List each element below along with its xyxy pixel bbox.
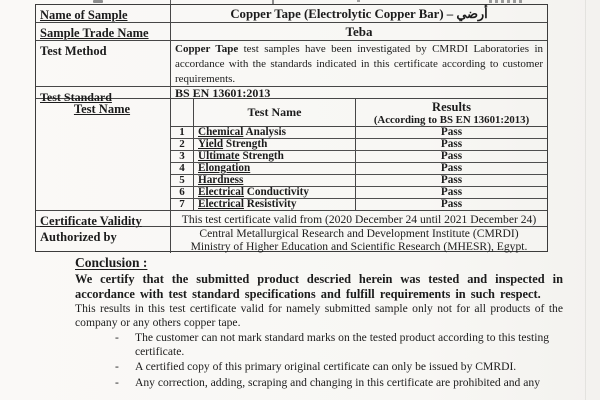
tests-results-column-header (356, 99, 547, 126)
conclusion-section (75, 254, 563, 391)
test-name: Electrical Conductivity (194, 187, 356, 198)
test-standard-value: BS EN 13601:2013 (175, 86, 271, 100)
test-name: Chemical Analysis (194, 127, 356, 138)
tests-table (171, 99, 547, 210)
test-result: Pass (440, 126, 463, 138)
cropped-text-fragment (357, 0, 360, 2)
test-name-first-word: Yield (198, 138, 224, 150)
test-result: Pass (440, 174, 463, 186)
row-test-standard (36, 86, 547, 104)
tests-table-body (171, 127, 547, 210)
test-name-first-word: Elongation (198, 162, 251, 174)
bullet-item (113, 376, 563, 390)
certificate-validity-label: Certificate Validity (40, 214, 142, 228)
cropped-text-fragment (489, 0, 523, 3)
bullet-dash: - (115, 360, 119, 374)
test-standard-label: Test Standard (40, 90, 112, 104)
row-sample-trade-name (36, 23, 547, 41)
test-result: Pass (440, 198, 463, 210)
test-name (194, 175, 356, 186)
conclusion-bullet-list (113, 331, 563, 389)
bullet-dash: - (115, 331, 119, 345)
test-result: Pass (440, 186, 463, 198)
authorized-by-line2: Ministry of Higher Education and Scientific Research (MHESR), Egypt. (190, 239, 528, 253)
test-name-first-word: Chemical (198, 126, 244, 138)
sample-trade-name-label: Sample Trade Name (40, 26, 149, 40)
bullet-text: Any correction, adding, scraping and changing in this certificate are prohibited and any (135, 375, 540, 389)
row-test-name-section (36, 99, 547, 211)
authorized-by-line1: Central Metallurgical Research and Development Institute (CMRDI) (199, 227, 519, 240)
test-result: Pass (440, 150, 463, 162)
bullet-text: The customer can not mark standard marks on the tested product according to this testing certificate. (135, 331, 550, 358)
test-name-first-word: Hardness (198, 174, 244, 186)
test-result: Pass (440, 162, 463, 174)
test-number: 3 (171, 151, 194, 162)
test-number: 4 (171, 163, 194, 174)
certificate-table (35, 4, 548, 252)
test-name: Electrical Resistivity (194, 199, 356, 210)
test-row (171, 199, 547, 210)
test-name-section-label: Test Name (73, 102, 131, 116)
conclusion-heading: Conclusion : (75, 255, 148, 270)
test-number: 6 (171, 187, 194, 198)
authorized-by-label: Authorized by (40, 230, 117, 244)
cropped-text-fragment (93, 0, 103, 3)
test-name: Ultimate Strength (194, 151, 356, 162)
row-authorized-by (36, 227, 547, 253)
tests-number-column-header (171, 99, 194, 126)
test-method-label: Test Method (40, 44, 107, 58)
test-method-rest: test samples have been investigated by CMRDI Laboratories in accordance with the standards indicated in this certificate according to customer requirements. (175, 43, 543, 85)
test-method-value (171, 41, 547, 86)
conclusion-note: This results in this test certificate valid for namely submitted sample only not for all products of the company or any others copper tape. (75, 302, 563, 329)
bullet-item (113, 331, 563, 358)
name-of-sample-value: Copper Tape (Electrolytic Copper Bar) – أرضي (230, 7, 488, 21)
row-test-method (36, 41, 547, 87)
test-number: 1 (171, 127, 194, 138)
tests-name-column-header: Test Name (194, 99, 356, 126)
sample-trade-name-value: Teba (345, 24, 373, 39)
test-name-first-word: Electrical (198, 186, 244, 198)
test-name (194, 163, 356, 174)
results-header-line2: (According to BS EN 13601:2013) (373, 114, 530, 126)
bullet-text: A certified copy of this primary original certificate can only be issued by CMRDI. (135, 360, 517, 374)
scan-edge-line (585, 0, 586, 400)
conclusion-statement: We certify that the submitted product descried herein was tested and inspected in accordance with test standard specifications and fulfill requirements in such respect. (75, 272, 563, 302)
test-result: Pass (440, 138, 463, 150)
test-name: Yield Strength (194, 139, 356, 150)
certificate-validity-value: This test certificate valid from (2020 December 24 until 2021 December 24) (181, 213, 537, 226)
bullet-dash: - (115, 375, 119, 389)
authorized-by-value (171, 227, 547, 253)
row-certificate-validity (36, 211, 547, 227)
test-name-first-word: Ultimate (198, 150, 240, 162)
tests-table-header (171, 99, 547, 127)
results-header-line1: Results (432, 100, 471, 114)
name-of-sample-label: Name of Sample (40, 8, 128, 22)
test-method-lead: Copper Tape (175, 43, 239, 55)
test-name-first-word: Electrical (198, 198, 244, 210)
row-name-of-sample (36, 5, 547, 23)
test-number: 2 (171, 139, 194, 150)
test-number: 5 (171, 175, 194, 186)
test-number: 7 (171, 199, 194, 210)
bullet-item (113, 360, 563, 374)
